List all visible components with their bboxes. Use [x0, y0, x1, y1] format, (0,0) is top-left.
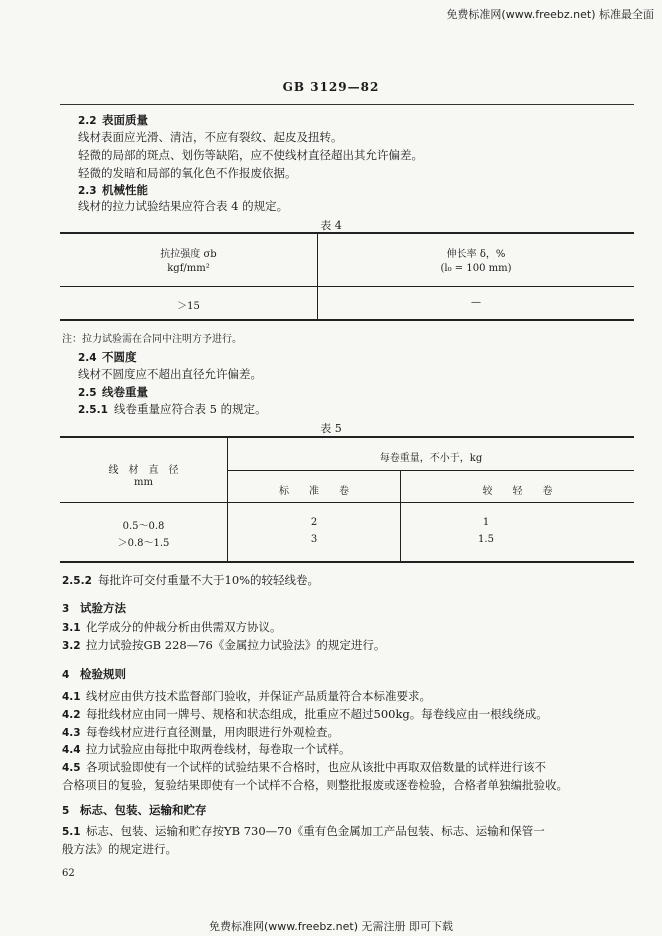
section-number: 2.3: [78, 185, 97, 197]
section-number: 2.2: [78, 115, 97, 127]
list-item: [62, 741, 351, 757]
table-5-caption: 表 5: [320, 422, 342, 435]
list-item: [62, 637, 385, 653]
table-5-header-weight: 每卷重量，不小于，kg: [379, 453, 483, 464]
section-number: 5: [62, 805, 70, 817]
section-number: 2.5: [78, 387, 97, 399]
section-number: 2.5.1: [78, 404, 108, 416]
section-number: 4: [62, 669, 70, 681]
table-5-top-rule: [60, 436, 634, 438]
item-text: 每卷线材应进行直径测量，用肉眼进行外观检查。: [86, 725, 339, 739]
item-number: 3.2: [62, 640, 81, 652]
table-4-value-tensile: ＞15: [177, 301, 200, 312]
table-row-standard: 2: [310, 517, 318, 528]
item-number: 4.5: [62, 762, 81, 774]
section-2-3-heading: [78, 182, 148, 198]
paragraph-line: 线材表面应光滑、清洁，不应有裂纹、起皮及扭转。: [78, 130, 343, 144]
item-number: 4.1: [62, 691, 81, 703]
section-title: 标志、包装、运输和贮存: [80, 803, 207, 817]
table-5-subheader-rule: [227, 470, 634, 471]
table-5-header-diameter: 线 材 直 径: [108, 465, 179, 476]
item-number: 3.1: [62, 622, 81, 634]
standard-number: GB 3129—82: [282, 80, 380, 94]
item-number: 5.1: [62, 826, 81, 838]
item-text: 各项试验即使有一个试样的试验结果不合格时，也应从该批中再取双倍数量的试样进行该不: [86, 760, 546, 774]
table-4-header-elongation: 伸长率 δ，%: [446, 249, 506, 260]
paragraph-line: 般方法》的规定进行。: [62, 842, 177, 856]
paragraph-line: 每批许可交付重量不大于10%的较轻线卷。: [98, 573, 320, 587]
table-4-caption: 表 4: [320, 219, 342, 232]
list-item: [62, 688, 431, 704]
section-title: 试验方法: [80, 601, 126, 615]
table-4-header-tensile: 抗拉强度 σb: [160, 249, 217, 260]
list-item: [62, 724, 339, 740]
list-item: [62, 619, 282, 635]
section-2-4-heading: [78, 349, 137, 365]
paragraph-line: 线材不圆度应不超出直径允许偏差。: [78, 367, 262, 381]
table-row-light: 1.5: [478, 534, 494, 545]
table-4-note: 注：拉力试验需在合同中注明方予进行。: [62, 334, 242, 345]
paragraph-line: 合格项目的复验，复验结果即使有一个试样不合格，则整批报废或逐卷检验，合格者单独编批验收。: [62, 778, 568, 792]
page-number: 62: [62, 868, 75, 879]
section-2-5-2: [62, 572, 319, 588]
item-text: 拉力试验应由每批中取两卷线材，每卷取一个试样。: [86, 742, 351, 756]
section-title: 不圆度: [102, 350, 137, 364]
table-row-diameter: ＞0.8～1.5: [117, 538, 170, 549]
table-4-header-elongation-gauge: (l₀ = 100 mm): [440, 263, 512, 274]
section-4-heading: [62, 666, 126, 682]
table-row-diameter: 0.5～0.8: [122, 521, 165, 532]
list-item: [62, 759, 546, 775]
table-4-header-tensile-unit: kgf/mm²: [167, 263, 210, 274]
section-2-5-heading: [78, 384, 148, 400]
item-number: 4.3: [62, 727, 81, 739]
section-number: 2.4: [78, 352, 97, 364]
table-row-standard: 3: [310, 534, 318, 545]
section-title: 表面质量: [102, 113, 148, 127]
item-text: 拉力试验按GB 228—76《金属拉力试验法》的规定进行。: [86, 638, 386, 652]
item-number: 4.4: [62, 744, 81, 756]
table-4-bottom-rule: [60, 319, 634, 321]
table-4-header-rule: [60, 286, 634, 287]
table-row-light: 1: [482, 517, 490, 528]
table-5-header-rule: [60, 502, 634, 503]
section-5-heading: [62, 802, 207, 818]
header-rule: [60, 104, 634, 105]
item-text: 化学成分的仲裁分析由供需双方协议。: [86, 620, 282, 634]
item-text: 标志、包装、运输和贮存按YB 730—70《重有色金属加工产品包装、标志、运输和保管一: [86, 824, 545, 838]
paragraph-line: 轻微的发暗和局部的氧化色不作报废依据。: [78, 166, 297, 180]
watermark-top: 免费标准网(www.freebz.net) 标准最全面: [446, 8, 654, 21]
paragraph-line: 线卷重量应符合表 5 的规定。: [114, 402, 267, 416]
table-5-header-standard-coil: 标 准 卷: [279, 486, 349, 497]
item-text: 线材应由供方技术监督部门验收，并保证产品质量符合本标准要求。: [86, 689, 431, 703]
section-title: 线卷重量: [102, 385, 148, 399]
table-5-bottom-rule: [60, 561, 634, 563]
section-number: 2.5.2: [62, 575, 92, 587]
list-item: [62, 706, 548, 722]
item-text: 每批线材应由同一牌号、规格和状态组成，批重应不超过500kg。每卷线应由一根线绕成。: [86, 707, 548, 721]
table-4-value-elongation: —: [471, 297, 481, 308]
item-number: 4.2: [62, 709, 81, 721]
table-4-top-rule: [60, 232, 634, 234]
section-3-heading: [62, 600, 126, 616]
section-2-5-1: [78, 401, 267, 417]
list-item: [62, 823, 545, 839]
paragraph-line: 轻微的局部的斑点、划伤等缺陷，应不使线材直径超出其允许偏差。: [78, 148, 423, 162]
watermark-bottom: 免费标准网(www.freebz.net) 无需注册 即可下载: [208, 920, 454, 933]
section-title: 机械性能: [102, 183, 148, 197]
table-5-header-light-coil: 较 轻 卷: [482, 486, 553, 497]
table-5-header-diameter-unit: mm: [134, 477, 153, 488]
section-title: 检验规则: [80, 667, 126, 681]
paragraph-line: 线材的拉力试验结果应符合表 4 的规定。: [78, 199, 289, 213]
section-2-2-heading: [78, 112, 148, 128]
section-number: 3: [62, 603, 70, 615]
